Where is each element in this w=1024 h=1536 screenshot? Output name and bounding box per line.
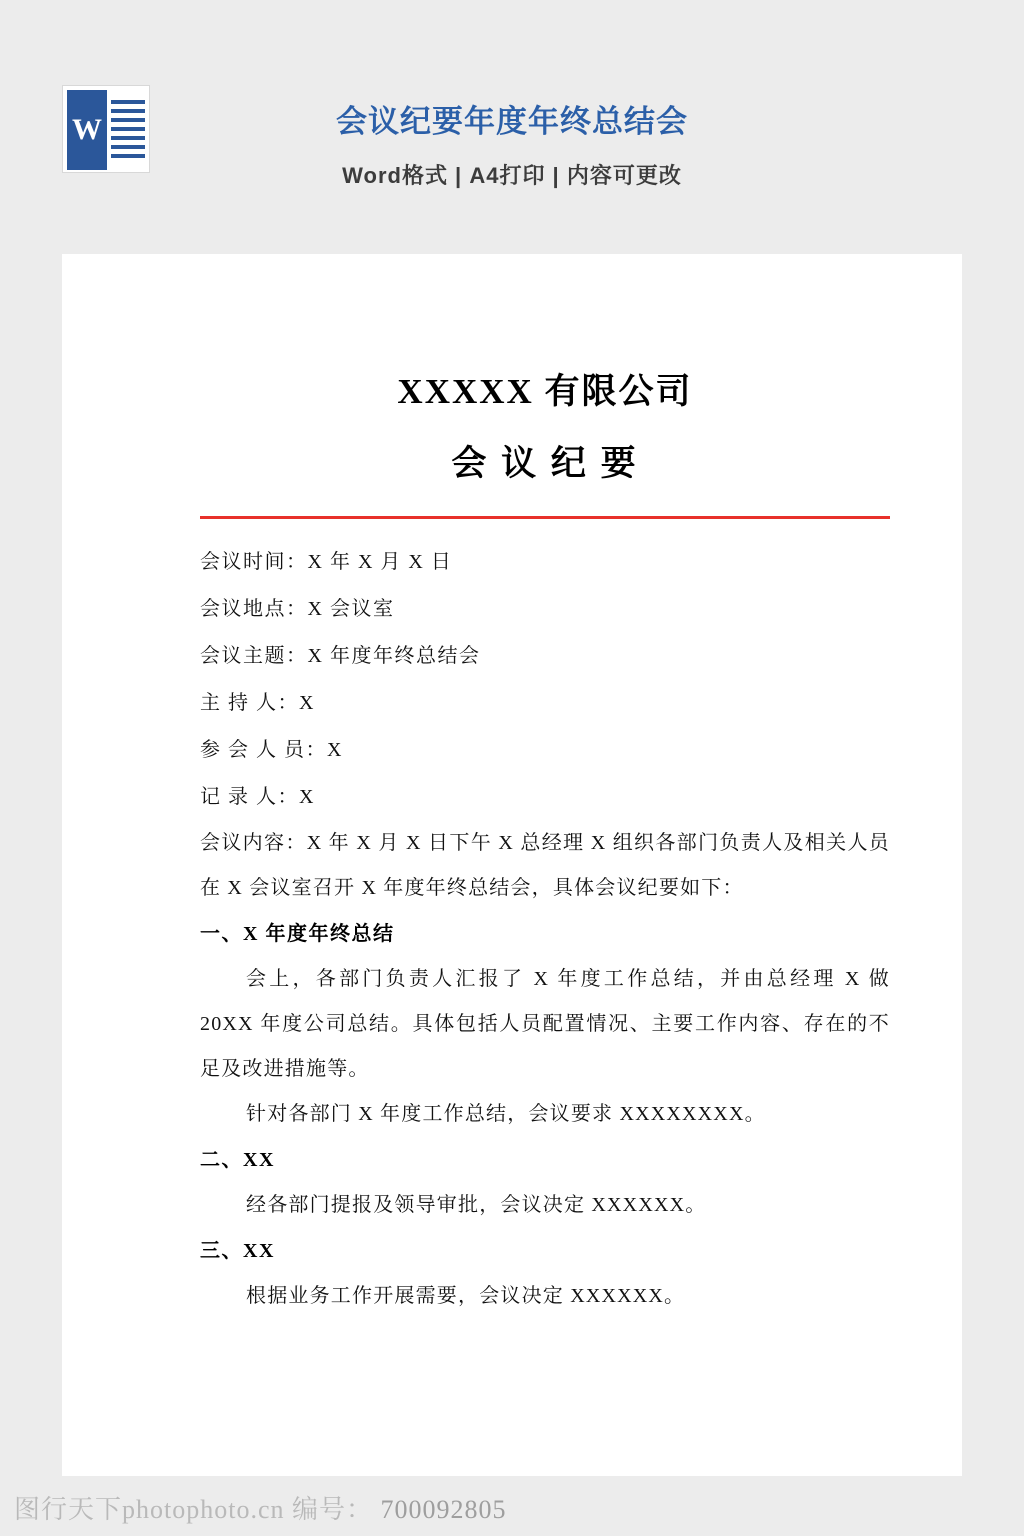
- promo-header-text: [0, 96, 1024, 190]
- word-logo-letter: W: [72, 113, 102, 146]
- footer-site-name: 图行天下photophoto.cn: [14, 1495, 285, 1524]
- footer-number-label: 编号：: [292, 1495, 374, 1524]
- section-3-paragraph-1: 根据业务工作开展需要，会议决定 XXXXXX。: [246, 1285, 686, 1307]
- meta-meeting-time: 会议时间：X 年 X 月 X 日: [200, 551, 453, 573]
- footer-watermark-text: [14, 1489, 507, 1526]
- section-3-heading: 三、XX: [200, 1240, 275, 1262]
- document-content: [200, 364, 890, 1319]
- footer-watermark: [0, 1476, 1024, 1536]
- meta-recorder: 记 录 人：X: [200, 786, 315, 808]
- section-2-paragraph-1: 经各部门提报及领导审批，会议决定 XXXXXX。: [246, 1194, 707, 1216]
- promo-title: 会议纪要年度年终总结会: [336, 104, 688, 139]
- meta-meeting-place: 会议地点：X 会议室: [200, 598, 395, 620]
- red-divider: [200, 516, 890, 519]
- document-page: [62, 254, 962, 1476]
- meta-host: 主 持 人：X: [200, 692, 315, 714]
- meeting-intro-paragraph: 会议内容：X 年 X 月 X 日下午 X 总经理 X 组织各部门负责人及相关人员在 X 会议室召开 X 年度年终总结会，具体会议纪要如下：: [200, 832, 890, 899]
- section-1: [200, 911, 890, 1137]
- footer-number-value: 700092805: [380, 1495, 507, 1524]
- meeting-meta-list: [200, 539, 890, 821]
- meta-attendees: 参 会 人 员：X: [200, 739, 343, 761]
- section-2: [200, 1137, 890, 1228]
- meta-meeting-topic: 会议主题：X 年度年终总结会: [200, 645, 481, 667]
- promo-subtitle: Word格式 | A4打印 | 内容可更改: [342, 163, 682, 188]
- section-2-heading: 二、XX: [200, 1149, 275, 1171]
- section-1-paragraph-2: 针对各部门 X 年度工作总结，会议要求 XXXXXXXX。: [246, 1103, 766, 1125]
- document-type-title: 会 议 纪 要: [451, 444, 639, 483]
- section-3: [200, 1228, 890, 1319]
- promo-header: [0, 0, 1024, 250]
- section-1-paragraph-1: 会上，各部门负责人汇报了 X 年度工作总结，并由总经理 X 做 20XX 年度公司总结。具体包括人员配置情况、主要工作内容、存在的不足及改进措施等。: [200, 968, 890, 1080]
- company-name-title: XXXXX 有限公司: [397, 372, 693, 411]
- section-1-heading: 一、X 年度年终总结: [200, 923, 395, 945]
